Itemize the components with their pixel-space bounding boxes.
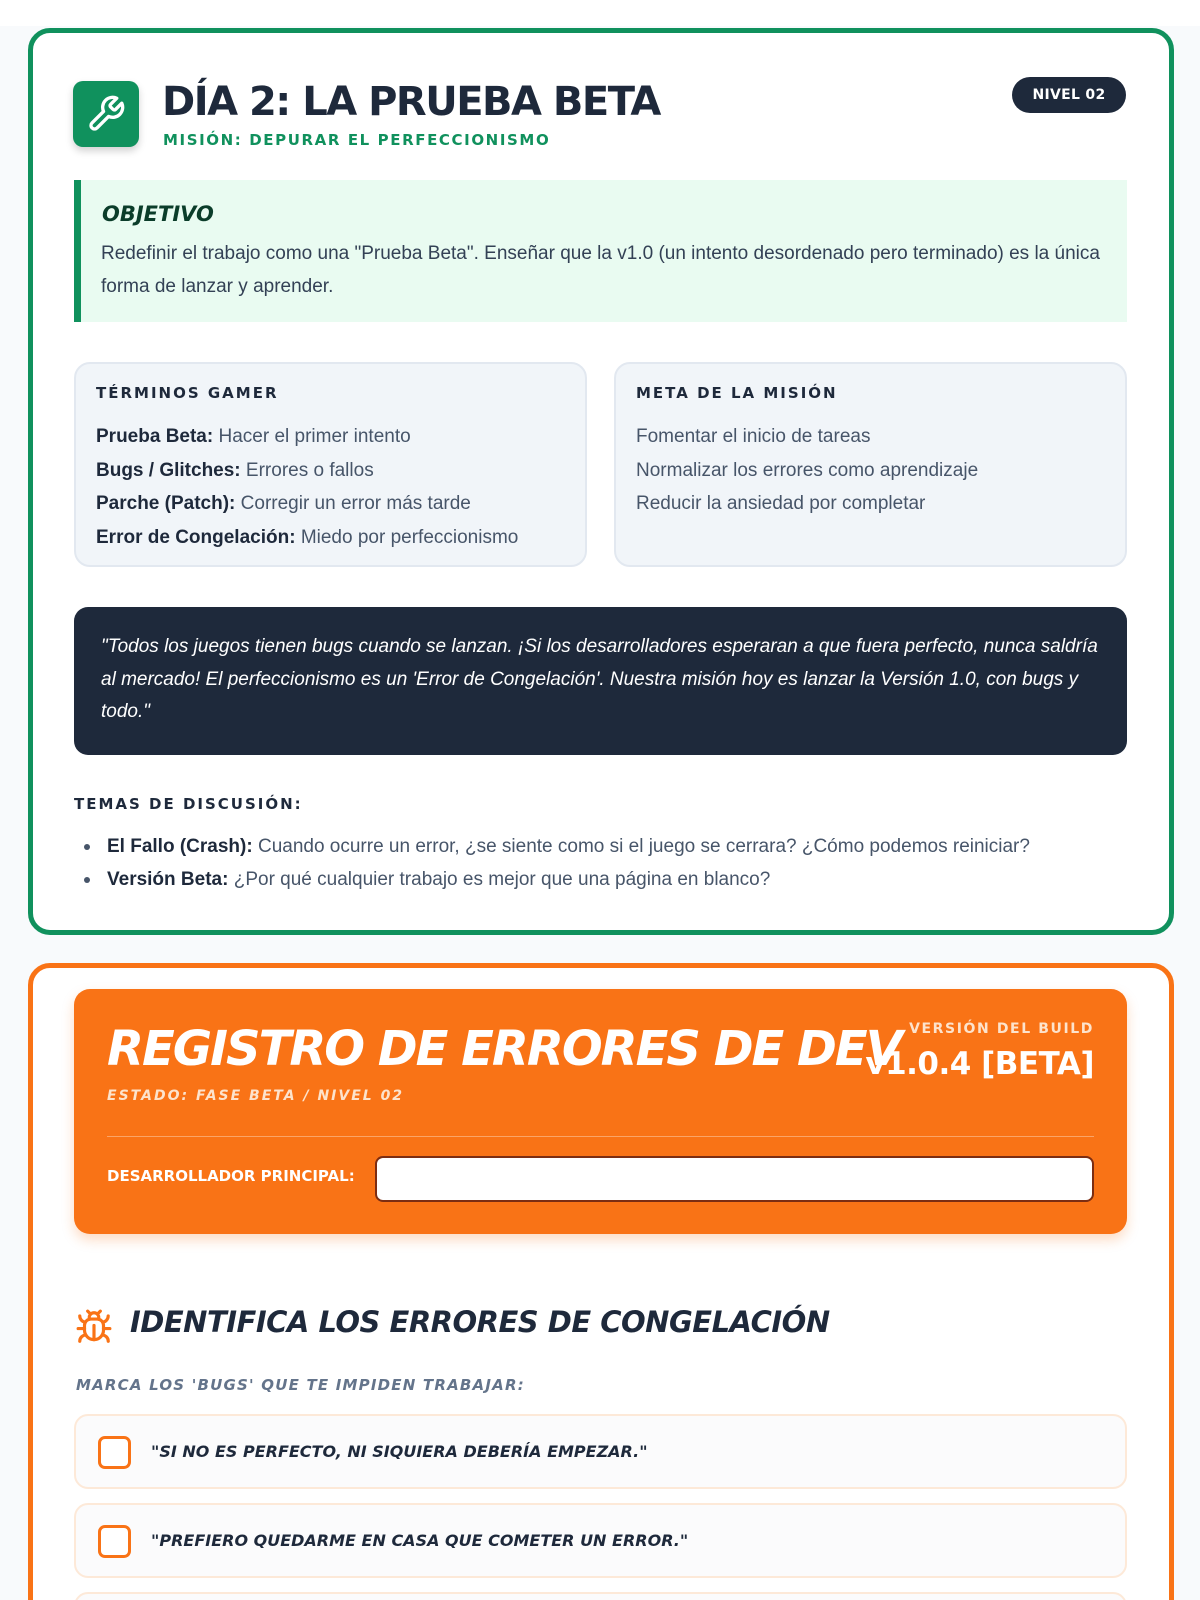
lead-developer-label: DESARROLLADOR PRINCIPAL:: [107, 1167, 355, 1185]
mission-goal-box: [614, 362, 1127, 567]
mission-subtitle: MISIÓN: DEPURAR EL PERFECCIONISMO: [163, 131, 551, 149]
objective-text: Redefinir el trabajo como una "Prueba Beta". Enseñar que la v1.0 (un intento desordenado pero terminado) es la única forma de lanzar y aprender.: [101, 243, 1100, 297]
wrench-icon: [73, 81, 139, 147]
top-strip: [0, 0, 1200, 26]
goal-item: Fomentar el inicio de tareas: [636, 426, 871, 447]
bug-checklist-item[interactable]: [74, 1503, 1127, 1578]
goal-item: Reducir la ansiedad por completar: [636, 493, 926, 514]
dev-error-log-card: [28, 963, 1174, 1600]
discussion-topics-title: TEMAS DE DISCUSIÓN:: [74, 795, 303, 813]
topic-item: Versión Beta: ¿Por qué cualquier trabajo es mejor que una página en blanco?: [74, 863, 1030, 896]
log-title: REGISTRO DE ERRORES DE DEV: [107, 1021, 901, 1077]
page-title: DÍA 2: LA PRUEBA BETA: [162, 79, 660, 125]
term-item: Prueba Beta: Hacer el primer intento: [96, 426, 411, 447]
quote-text: "Todos los juegos tienen bugs cuando se lanzan. ¡Si los desarrolladores esperaran a que fuera perfecto, nunca saldría al mercado! El perfeccionismo es un 'Error de Congelación'. Nuestra misión hoy es lanzar la Versión 1.0, con bugs y todo.": [101, 636, 1098, 722]
bug-checklist-item[interactable]: [74, 1592, 1127, 1600]
build-version-value: v1.0.4 [BETA]: [865, 1046, 1094, 1082]
term-item: Bugs / Glitches: Errores o fallos: [96, 459, 374, 481]
header-divider: [107, 1136, 1094, 1137]
objective-box: [74, 180, 1127, 322]
status-text: ESTADO: FASE BETA / NIVEL 02: [107, 1088, 405, 1104]
freeze-errors-title: IDENTIFICA LOS ERRORES DE CONGELACIÓN: [130, 1305, 830, 1339]
gamer-terms-box: [74, 362, 587, 567]
day-2-card: [28, 28, 1174, 935]
gamer-terms-title: TÉRMINOS GAMER: [96, 384, 279, 402]
bug-statement: "SI NO ES PERFECTO, NI SIQUIERA DEBERÍA EMPEZAR.": [151, 1442, 648, 1461]
lead-developer-input[interactable]: [375, 1156, 1094, 1202]
bug-checkbox[interactable]: [98, 1436, 131, 1469]
bug-statement: "PREFIERO QUEDARME EN CASA QUE COMETER UN ERROR.": [151, 1531, 689, 1550]
term-item: Parche (Patch): Corregir un error más tarde: [96, 493, 471, 514]
term-item: Error de Congelación: Miedo por perfeccionismo: [96, 526, 519, 548]
goal-item: Normalizar los errores como aprendizaje: [636, 459, 979, 481]
mark-bugs-instruction: MARCA LOS 'BUGS' QUE TE IMPIDEN TRABAJAR:: [76, 1376, 525, 1394]
level-badge: NIVEL 02: [1012, 77, 1126, 113]
discussion-topics-list: [74, 830, 1030, 896]
quote-box: [74, 607, 1127, 755]
topic-item: El Fallo (Crash): Cuando ocurre un error, ¿se siente como si el juego se cerrara? ¿Cómo podemos reiniciar?: [74, 830, 1030, 863]
bug-checklist-item[interactable]: [74, 1414, 1127, 1489]
objective-heading: OBJETIVO: [102, 202, 214, 226]
mission-goal-title: META DE LA MISIÓN: [636, 384, 838, 402]
build-version-label: VERSIÓN DEL BUILD: [909, 1021, 1094, 1037]
bug-icon: [75, 1308, 113, 1346]
bug-checkbox[interactable]: [98, 1525, 131, 1558]
log-header: [74, 989, 1127, 1234]
